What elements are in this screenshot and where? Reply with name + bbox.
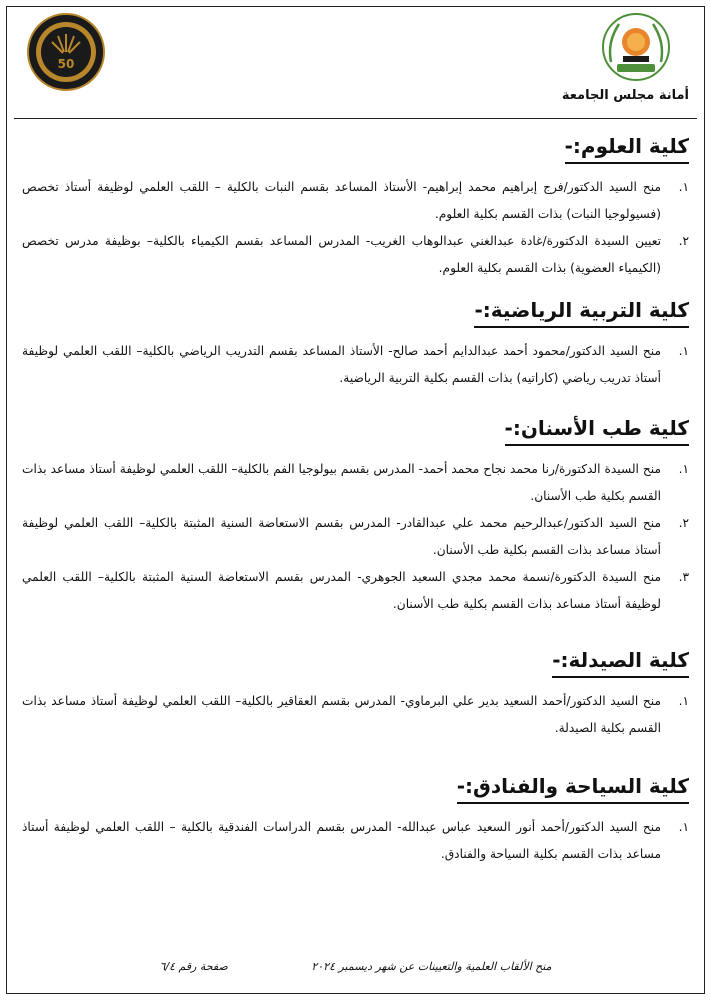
item-number: ١. bbox=[678, 820, 689, 834]
item-number: ١. bbox=[678, 180, 689, 194]
item-text: منح السيدة الدكتورة/رنا محمد نجاح محمد أحمد- المدرس بقسم بيولوجيا الفم بالكلية– اللقب العلمي لوظيفة أستاذ مساعد بذات القسم بكلية طب الأسنان. bbox=[22, 462, 661, 503]
item-text: منح السيد الدكتور/محمود أحمد عبدالدايم أحمد صالح- الأستاذ المساعد بقسم التدريب الرياضي بالكلية– اللقب العلمي لوظيفة أستاذ تدريب رياضي (كاراتيه) بذات القسم بكلية التربية الرياضية. bbox=[22, 344, 661, 385]
footer-subject: منح الألقاب العلمية والتعيينات عن شهر ديسمبر ٢٠٢٤ bbox=[311, 960, 552, 973]
item-text: منح السيد الدكتور/أحمد أنور السعيد عباس عبدالله- المدرس بقسم الدراسات الفندقية بالكلية – اللقب العلمي لوظيفة أستاذ مساعد بذات القسم بكلية السياحة والفنادق. bbox=[22, 820, 661, 861]
fifty-years-logo bbox=[26, 12, 106, 92]
item-text: تعيين السيدة الدكتورة/غادة عبدالغني عبدالوهاب الغريب- المدرس المساعد بقسم الكيمياء بالكلية– بوظيفة مدرس تخصص (الكيمياء العضوية) بذات القسم بكلية العلوم. bbox=[22, 234, 661, 275]
page-footer bbox=[0, 960, 711, 973]
item-number: ٢. bbox=[678, 234, 689, 248]
section-title: كلية العلوم:- bbox=[565, 132, 689, 164]
list-item bbox=[22, 510, 689, 564]
header-divider bbox=[14, 118, 697, 119]
item-text: منح السيد الدكتور/فرج إبراهيم محمد إبراهيم- الأستاذ المساعد بقسم النبات بالكلية – اللقب العلمي لوظيفة أستاذ تخصص (فسيولوجيا النبات) بذات القسم بكلية العلوم. bbox=[22, 180, 661, 221]
list-item bbox=[22, 688, 689, 742]
logo-number: 50 bbox=[57, 57, 75, 71]
section-faculty-of-pharmacy bbox=[22, 646, 689, 742]
page-number: صفحة رقم ٦/٤ bbox=[159, 960, 228, 973]
section-faculty-of-dentistry bbox=[22, 414, 689, 618]
section-faculty-of-physical-education bbox=[22, 296, 689, 392]
section-faculty-of-tourism-and-hotels bbox=[22, 772, 689, 868]
section-title: كلية الصيدلة:- bbox=[552, 646, 689, 678]
item-number: ١. bbox=[678, 462, 689, 476]
section-faculty-of-science bbox=[22, 132, 689, 282]
list-item bbox=[22, 228, 689, 282]
item-text: منح السيدة الدكتورة/نسمة محمد مجدي السعيد الجوهري- المدرس بقسم الاستعاضة السنية المثبتة بالكلية– اللقب العلمي لوظيفة أستاذ مساعد بذات القسم بكلية طب الأسنان. bbox=[22, 570, 661, 611]
list-item bbox=[22, 564, 689, 618]
list-item bbox=[22, 456, 689, 510]
section-title: كلية طب الأسنان:- bbox=[505, 414, 689, 446]
item-number: ٣. bbox=[678, 570, 689, 584]
list-item bbox=[22, 338, 689, 392]
mansoura-university-logo bbox=[601, 12, 671, 82]
section-title: كلية السياحة والفنادق:- bbox=[457, 772, 689, 804]
list-item bbox=[22, 174, 689, 228]
university-council-title: أمانة مجلس الجامعة bbox=[561, 88, 689, 103]
item-number: ١. bbox=[678, 344, 689, 358]
section-title: كلية التربية الرياضية:- bbox=[474, 296, 689, 328]
item-number: ١. bbox=[678, 694, 689, 708]
decisions-content bbox=[22, 132, 689, 874]
item-text: منح السيد الدكتور/عبدالرحيم محمد علي عبدالقادر- المدرس بقسم الاستعاضة السنية المثبتة بالكلية– اللقب العلمي لوظيفة أستاذ مساعد بذات القسم بكلية طب الأسنان. bbox=[22, 516, 661, 557]
item-number: ٢. bbox=[678, 516, 689, 530]
list-item bbox=[22, 814, 689, 868]
item-text: منح السيد الدكتور/أحمد السعيد بدير علي البرماوي- المدرس بقسم العقاقير بالكلية– اللقب العلمي لوظيفة أستاذ مساعد بذات القسم بكلية الصيدلة. bbox=[22, 694, 661, 735]
